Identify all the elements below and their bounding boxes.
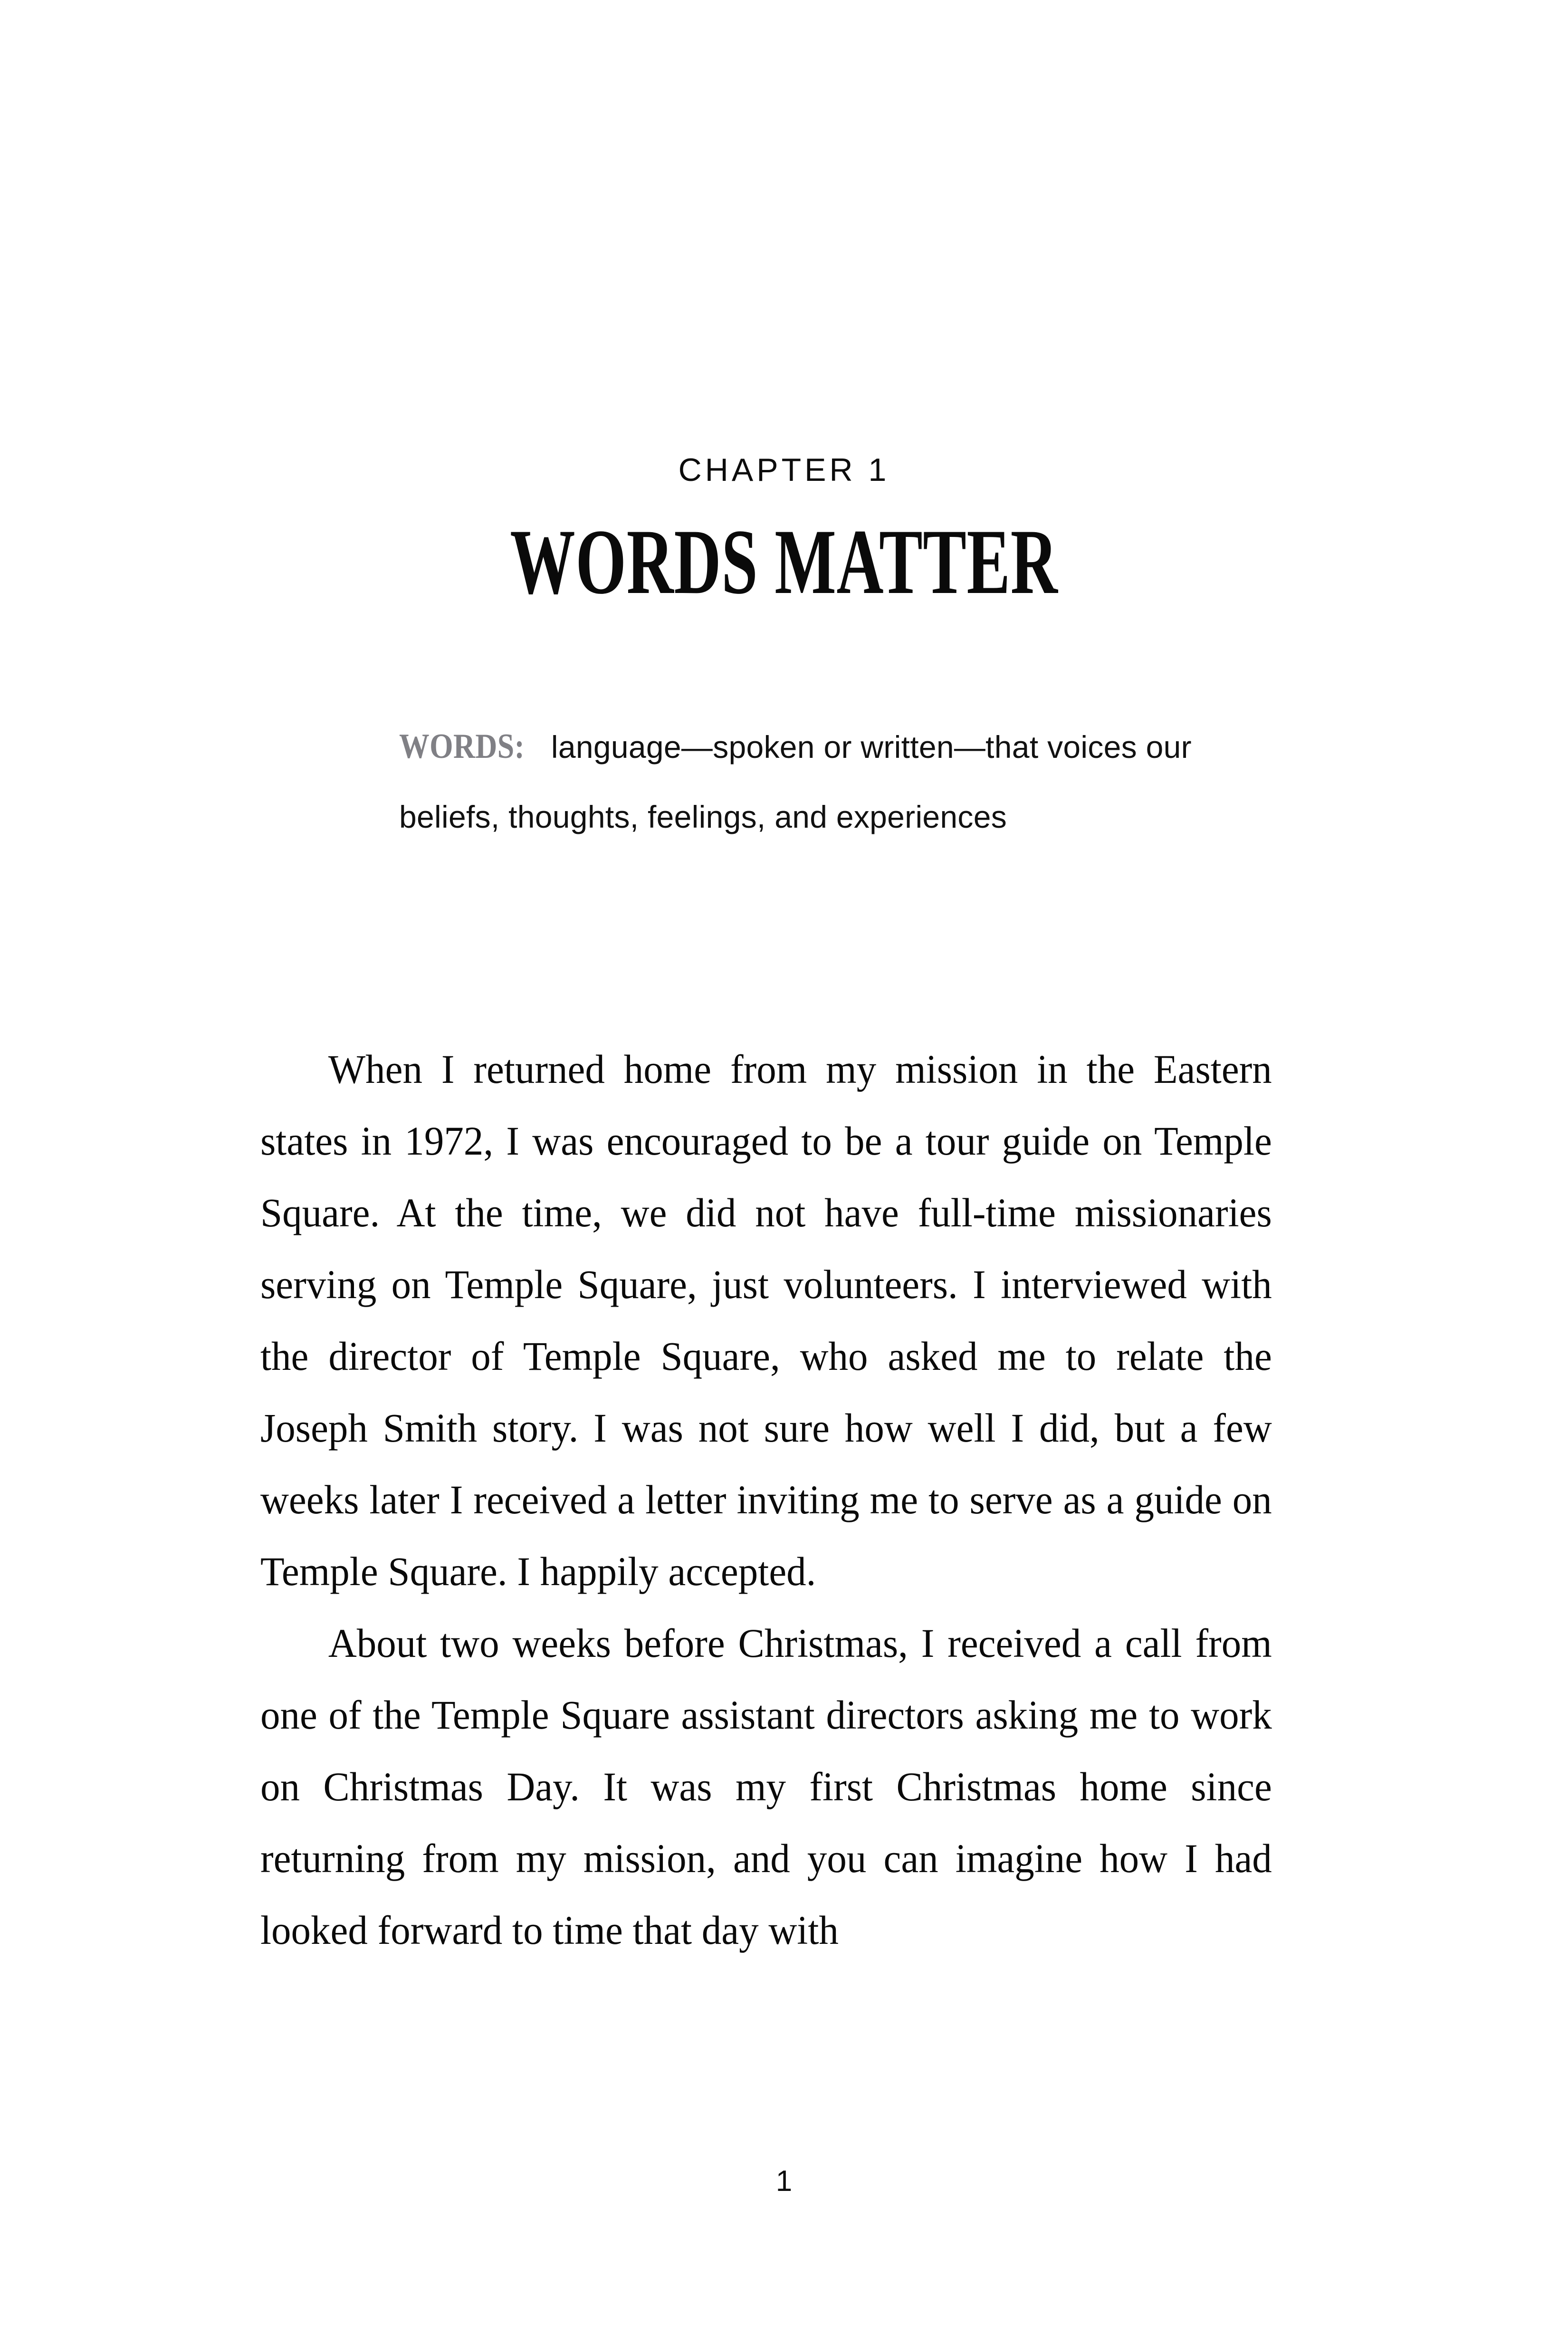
epigraph-text: language—spoken or written—that voices our beliefs, thoughts, feelings, and experiences [399,729,1192,834]
page-number: 1 [775,2165,793,2198]
body-paragraph: When I returned home from my mission in the Eastern states in 1972, I was encouraged to be a tour guide on Temple Square. At the time, we did not have full-time missionaries serving on Temple Square, just volunteers. I interviewed with the director of Temple Square, who asked me to relate the Joseph Smith story. I was not sure how well I did, but a few weeks later I received a letter inviting me to serve as a guide on Temple Square. I happily accepted. [260,1046,1272,1594]
epigraph-term: WORDS: [399,727,525,766]
body-copy [260,1033,1309,1966]
body-paragraph: About two weeks before Christmas, I received a call from one of the Temple Square assistant directors asking me to work on Christmas Day. It was my first Christmas home since returning from my mission, and you can imagine how I had looked forward to time that day with [260,1620,1272,1953]
page-title: WORDS MATTER [510,510,1058,613]
chapter-label: CHAPTER 1 [678,452,890,488]
epigraph-definition [399,712,1197,852]
